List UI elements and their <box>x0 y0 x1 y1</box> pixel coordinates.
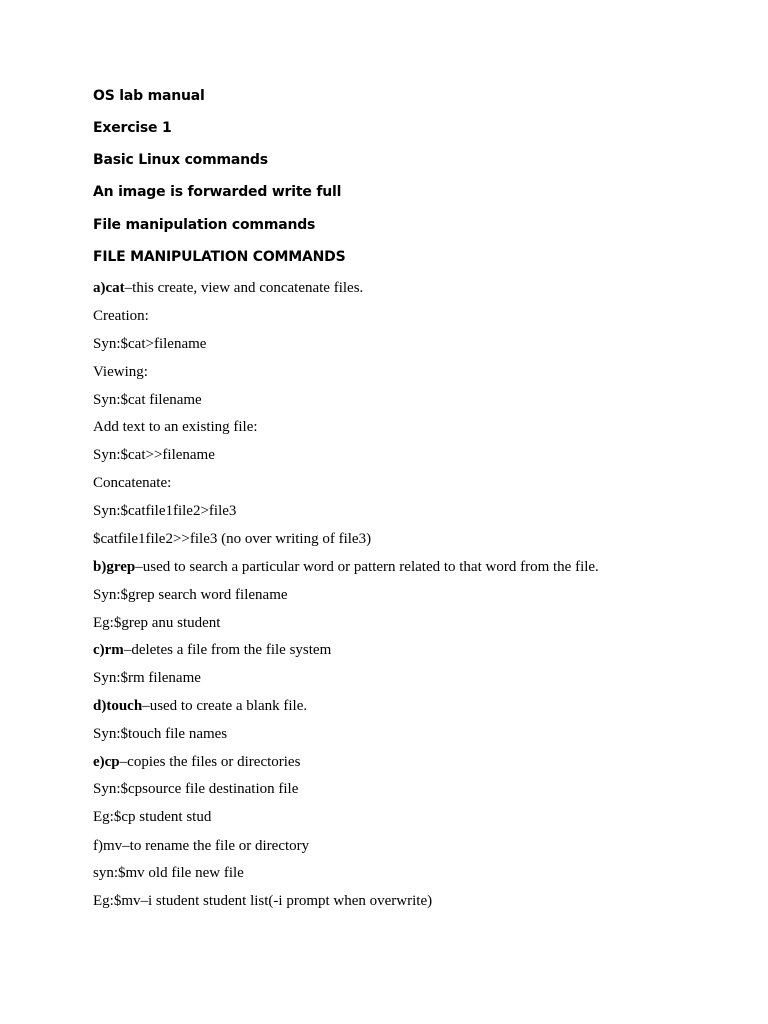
item-b-grep <box>93 559 599 576</box>
item-c-rm <box>93 642 331 659</box>
item-c-label: c)rm <box>93 642 124 658</box>
item-e-label: e)cp <box>93 754 120 770</box>
syntax-cp: Syn:$cpsource file destination file <box>93 781 299 797</box>
example-mv: Eg:$mv–i student student list(-i prompt when overwrite) <box>93 893 433 909</box>
example-cp: Eg:$cp student stud <box>93 809 212 825</box>
syntax-cat-create: Syn:$cat>filename <box>93 336 207 352</box>
item-a-label: a)cat <box>93 280 125 296</box>
item-f-mv: f)mv–to rename the file or directory <box>93 838 310 854</box>
item-b-description: –used to search a particular word or pattern related to that word from the file. <box>135 559 599 575</box>
item-a-cat <box>93 280 363 297</box>
item-d-description: –used to create a blank file. <box>142 698 308 714</box>
syntax-cat-concat: Syn:$catfile1file2>file3 <box>93 503 237 519</box>
example-grep: Eg:$grep anu student <box>93 615 221 631</box>
item-d-touch <box>93 698 307 715</box>
syntax-cat-view: Syn:$cat filename <box>93 392 202 408</box>
heading-image-forwarded: An image is forwarded write full <box>93 184 342 200</box>
heading-exercise-1: Exercise 1 <box>93 120 172 136</box>
syntax-cat-concat-append: $catfile1file2>>file3 (no over writing of file3) <box>93 531 372 547</box>
syntax-touch: Syn:$touch file names <box>93 726 228 742</box>
item-a-description: –this create, view and concatenate files. <box>124 280 364 296</box>
item-c-description: –deletes a file from the file system <box>123 642 332 658</box>
title-os-lab-manual: OS lab manual <box>93 88 205 104</box>
syntax-cat-append: Syn:$cat>>filename <box>93 447 215 463</box>
heading-file-manipulation: File manipulation commands <box>93 217 316 233</box>
heading-basic-linux-commands: Basic Linux commands <box>93 152 268 168</box>
item-d-label: d)touch <box>93 698 143 714</box>
text-viewing: Viewing: <box>93 364 148 380</box>
text-concatenate: Concatenate: <box>93 475 172 491</box>
syntax-rm: Syn:$rm filename <box>93 670 201 686</box>
heading-file-manipulation-caps: FILE MANIPULATION COMMANDS <box>93 249 346 265</box>
item-e-description: –copies the files or directories <box>119 754 301 770</box>
text-add-text: Add text to an existing file: <box>93 419 258 435</box>
syntax-mv: syn:$mv old file new file <box>93 865 244 881</box>
item-e-cp <box>93 754 300 771</box>
syntax-grep: Syn:$grep search word filename <box>93 587 288 603</box>
item-b-label: b)grep <box>93 559 136 575</box>
text-creation: Creation: <box>93 308 149 324</box>
